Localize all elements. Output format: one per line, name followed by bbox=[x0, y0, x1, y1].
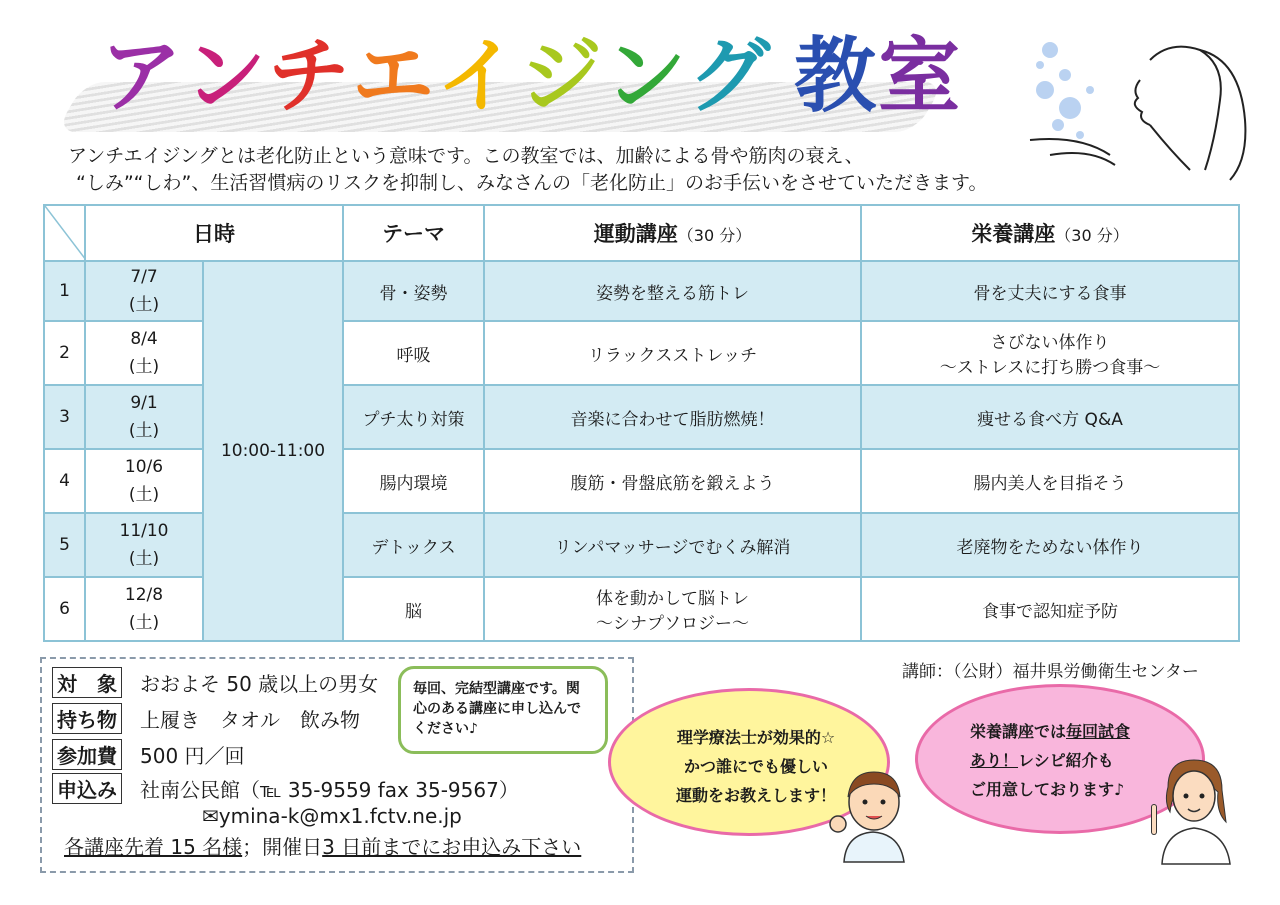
row-exercise bbox=[484, 449, 861, 513]
row-date bbox=[85, 261, 203, 321]
nutrition-bubble-text bbox=[970, 717, 1170, 804]
nutrition-bubble-line-3: ご用意しております♪ bbox=[970, 780, 1125, 799]
row-number: 4 bbox=[44, 449, 85, 513]
row-theme: デトックス bbox=[343, 513, 484, 577]
table-row bbox=[44, 261, 1239, 321]
row-exercise-line-1: 体を動かして脳トレ bbox=[596, 589, 749, 609]
row-exercise bbox=[484, 513, 861, 577]
row-exercise bbox=[484, 577, 861, 641]
row-exercise-line-1: 姿勢を整える筋トレ bbox=[596, 283, 749, 304]
title-char: イ bbox=[436, 29, 521, 124]
row-theme: 骨・姿勢 bbox=[343, 261, 484, 321]
row-date bbox=[85, 385, 203, 449]
items-label: 持ち物 bbox=[52, 703, 122, 734]
apply-label: 申込み bbox=[52, 773, 122, 804]
row-day: (土) bbox=[128, 421, 160, 441]
note-box: 毎回、完結型講座です。関心のある講座に申し込んでください♪ bbox=[398, 666, 608, 754]
row-date-value: 8/4 bbox=[130, 329, 158, 349]
nutrition-bubble-line-2a: あり！ bbox=[970, 751, 1019, 770]
apply-row bbox=[52, 773, 519, 804]
row-date-value: 7/7 bbox=[130, 267, 158, 287]
row-nutrition bbox=[861, 449, 1239, 513]
row-exercise bbox=[484, 385, 861, 449]
fee-value: 500 円／回 bbox=[140, 744, 245, 768]
row-date bbox=[85, 577, 203, 641]
row-exercise-line-1: リンパマッサージでむくみ解消 bbox=[554, 537, 791, 558]
row-nutrition-line-1: 痩せる食べ方 Q&A bbox=[977, 409, 1123, 430]
row-nutrition bbox=[861, 385, 1239, 449]
title-char: 室 bbox=[878, 29, 963, 124]
items-row bbox=[52, 703, 360, 734]
row-theme: 脳 bbox=[343, 577, 484, 641]
fee-label: 参加費 bbox=[52, 739, 122, 770]
header-date: 日時 bbox=[85, 205, 343, 261]
title-char: 教 bbox=[794, 29, 879, 124]
row-day: (土) bbox=[128, 549, 160, 569]
title-char: ン bbox=[604, 29, 689, 124]
row-nutrition-line-2: ～ストレスに打ち勝つ食事～ bbox=[939, 358, 1161, 378]
header-exercise-duration: （30 分） bbox=[677, 226, 752, 245]
row-nutrition-line-1: 腸内美人を目指そう bbox=[973, 473, 1127, 494]
header-exercise-label: 運動講座 bbox=[593, 222, 678, 246]
row-number: 2 bbox=[44, 321, 85, 385]
intro-line-2: “しみ”“しわ”、生活習慣病のリスクを抑制し、みなさんの「老化防止」のお手伝いをさせていただきます。 bbox=[76, 172, 988, 194]
header-nutrition bbox=[861, 205, 1239, 261]
row-exercise-line-1: リラックスストレッチ bbox=[587, 345, 758, 366]
exercise-bubble-line-1: 理学療法士が効果的☆ bbox=[676, 728, 836, 747]
header-exercise bbox=[484, 205, 861, 261]
session-time: 10:00-11:00 bbox=[203, 261, 343, 641]
diagonal-line bbox=[45, 206, 86, 260]
exercise-bubble-line-3: 運動をお教えします！ bbox=[675, 786, 836, 805]
deadline-text bbox=[64, 831, 581, 860]
nutritionist-illustration bbox=[1146, 752, 1241, 867]
row-date-value: 9/1 bbox=[130, 393, 158, 413]
apply-value: 社南公民館（℡ 35-9559 fax 35-9567） bbox=[140, 778, 519, 802]
exercise-bubble-text bbox=[661, 723, 851, 810]
row-theme: 呼吸 bbox=[343, 321, 484, 385]
row-number: 6 bbox=[44, 577, 85, 641]
row-nutrition-line-1: 食事で認知症予防 bbox=[982, 601, 1118, 622]
row-exercise-line-2: ～シナプソロジー～ bbox=[596, 614, 749, 634]
target-value: おおよそ 50 歳以上の男女 bbox=[140, 672, 379, 696]
row-nutrition bbox=[861, 321, 1239, 385]
email-link[interactable]: ✉ymina-k@mx1.fctv.ne.jp bbox=[202, 804, 462, 828]
nutrition-bubble-line-2b: レシピ紹介も bbox=[1018, 751, 1114, 770]
row-day: (土) bbox=[128, 295, 160, 315]
items-value: 上履き タオル 飲み物 bbox=[140, 708, 360, 732]
physical-therapist-illustration bbox=[826, 762, 921, 867]
title-char: ア bbox=[100, 29, 185, 124]
title-char: エ bbox=[352, 29, 437, 124]
intro-text bbox=[68, 143, 1128, 197]
fee-row bbox=[52, 739, 245, 770]
deadline-mid: ；開催日 bbox=[242, 835, 323, 859]
title-area bbox=[70, 22, 990, 132]
row-date-value: 12/8 bbox=[124, 585, 164, 605]
row-exercise-line-1: 音楽に合わせて脂肪燃焼！ bbox=[570, 409, 775, 430]
row-nutrition bbox=[861, 577, 1239, 641]
row-day: (土) bbox=[128, 485, 160, 505]
deadline-capacity: 各講座先着 15 名様 bbox=[64, 835, 243, 859]
row-date-value: 11/10 bbox=[119, 521, 169, 541]
row-nutrition-line-1: 骨を丈夫にする食事 bbox=[973, 283, 1127, 304]
row-nutrition bbox=[861, 261, 1239, 321]
schedule-table bbox=[43, 204, 1240, 642]
title-char: グ bbox=[688, 29, 773, 124]
header-theme: テーマ bbox=[343, 205, 484, 261]
row-theme: プチ太り対策 bbox=[343, 385, 484, 449]
row-nutrition bbox=[861, 513, 1239, 577]
header-nutrition-duration: （30 分） bbox=[1055, 226, 1129, 245]
table-header-row bbox=[44, 205, 1239, 261]
row-date bbox=[85, 321, 203, 385]
intro-line-1: アンチエイジングとは老化防止という意味です。この教室では、加齢による骨や筋肉の衰え、 bbox=[68, 145, 864, 167]
header-nutrition-label: 栄養講座 bbox=[971, 222, 1056, 246]
row-day: (土) bbox=[128, 357, 160, 377]
nutrition-bubble-line-1b: 毎回試食 bbox=[1066, 722, 1131, 741]
lecturer-text: 講師：（公財）福井県労働衛生センター bbox=[902, 662, 1199, 682]
page-title bbox=[100, 22, 962, 132]
row-day: (土) bbox=[128, 613, 160, 633]
row-number: 3 bbox=[44, 385, 85, 449]
row-date bbox=[85, 513, 203, 577]
row-exercise bbox=[484, 261, 861, 321]
row-nutrition-line-1: 老廃物をためない体作り bbox=[956, 537, 1144, 558]
row-number: 5 bbox=[44, 513, 85, 577]
row-date bbox=[85, 449, 203, 513]
row-theme: 腸内環境 bbox=[343, 449, 484, 513]
title-char: チ bbox=[268, 29, 353, 124]
row-exercise-line-1: 腹筋・骨盤底筋を鍛えよう bbox=[570, 473, 775, 494]
row-date-value: 10/6 bbox=[124, 457, 164, 477]
nutrition-bubble-line-1a: 栄養講座では bbox=[970, 722, 1067, 741]
target-label: 対 象 bbox=[52, 667, 122, 698]
row-number: 1 bbox=[44, 261, 85, 321]
target-row bbox=[52, 667, 378, 698]
row-nutrition-line-1: さびない体作り bbox=[990, 333, 1110, 353]
corner-cell bbox=[44, 205, 85, 261]
title-char: ン bbox=[184, 29, 269, 124]
exercise-bubble-line-2: かつ誰にでも優しい bbox=[683, 757, 828, 776]
row-exercise bbox=[484, 321, 861, 385]
deadline-days: 3 日前までにお申込み下さい bbox=[322, 835, 582, 859]
title-char: ジ bbox=[520, 29, 605, 124]
